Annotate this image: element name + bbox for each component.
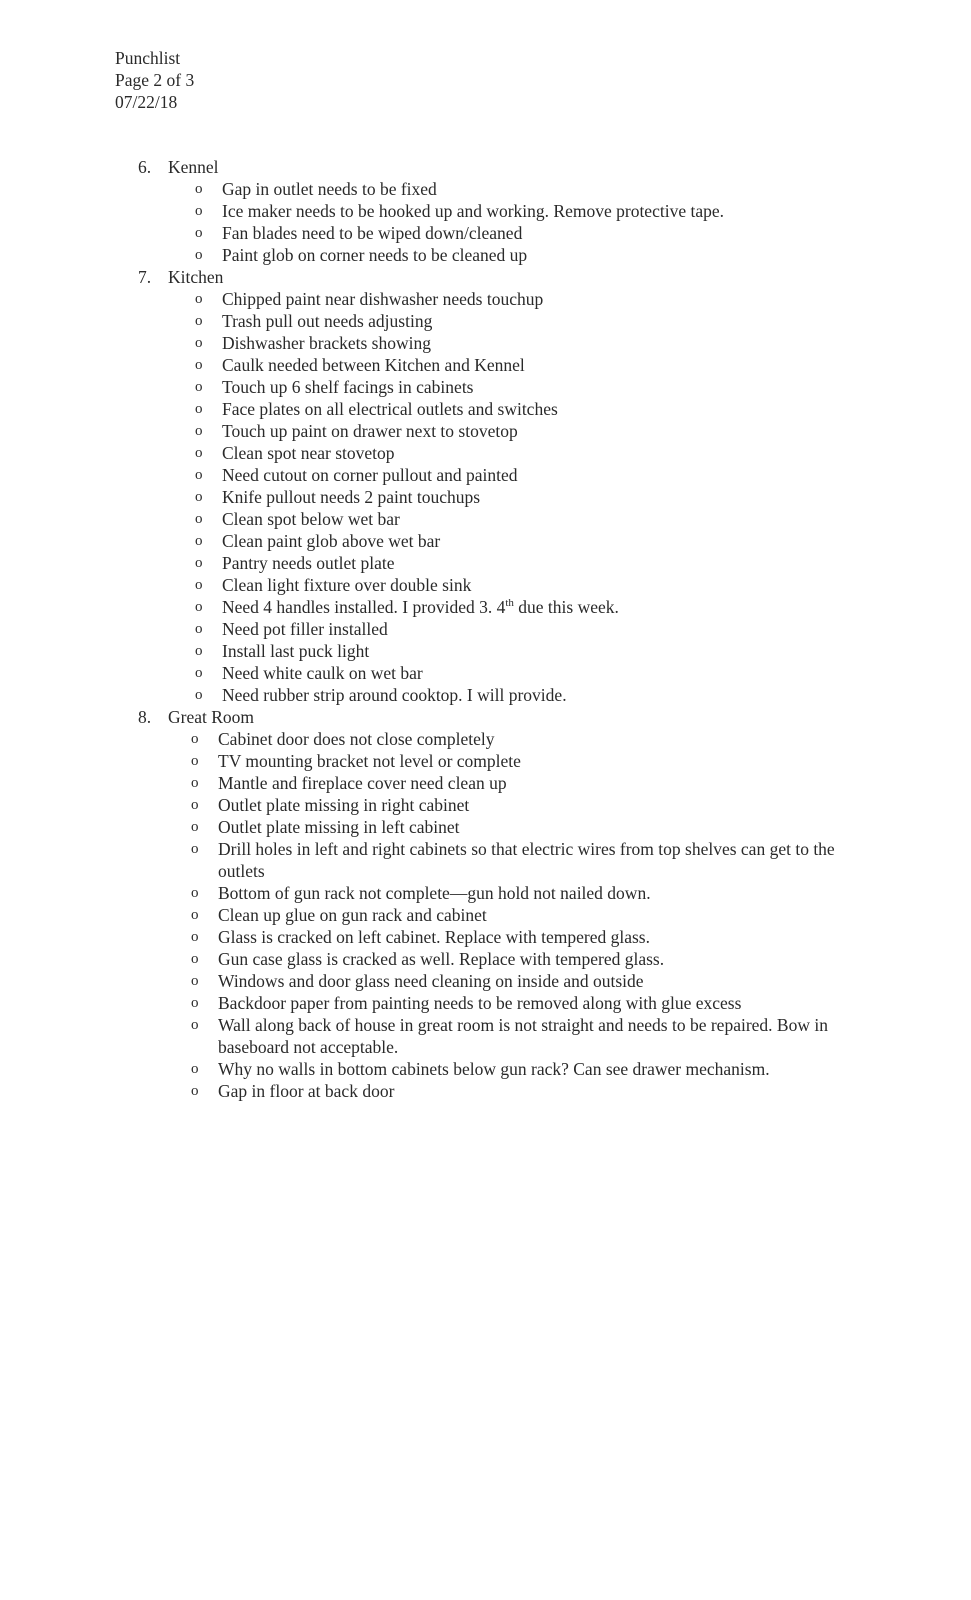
bullet-icon: o [191, 995, 199, 1011]
bullet-icon: o [195, 401, 203, 417]
punchlist-sections [138, 156, 858, 1102]
bullet-icon: o [195, 423, 203, 439]
section-heading [138, 156, 858, 178]
bullet-icon: o [195, 291, 203, 307]
list-item: o Gap in outlet needs to be fixed [195, 179, 437, 199]
list-item: o Touch up 6 shelf facings in cabinets [195, 377, 474, 397]
page-indicator: Page 2 of 3 [115, 70, 195, 90]
bullet-icon: o [191, 797, 199, 813]
list-item: o Chipped paint near dishwasher needs touchup [195, 289, 544, 309]
bullet-icon: o [195, 313, 203, 329]
list-item: o Clean spot near stovetop [195, 443, 395, 463]
bullet-icon: o [191, 907, 199, 923]
bullet-icon: o [195, 511, 203, 527]
list-item: o Dishwasher brackets showing [195, 333, 431, 353]
list-item: o Need pot filler installed [195, 619, 388, 639]
bullet-icon: o [191, 973, 199, 989]
bullet-icon: o [195, 357, 203, 373]
bullet-icon: o [195, 247, 203, 263]
section-title: Great Room [168, 707, 255, 727]
list-item: o Knife pullout needs 2 paint touchups [195, 487, 481, 507]
bullet-icon: o [195, 643, 203, 659]
list-item: o Need 4 handles installed. I provided 3. 4th due this week. [195, 597, 619, 617]
bullet-icon: o [195, 577, 203, 593]
bullet-icon: o [191, 1061, 199, 1077]
list-item: o Windows and door glass need cleaning on inside and outside [191, 971, 644, 991]
list-item: o Caulk needed between Kitchen and Kennel [195, 355, 525, 375]
list-item: o TV mounting bracket not level or complete [191, 751, 521, 771]
bullet-icon: o [195, 225, 203, 241]
bullet-icon: o [195, 335, 203, 351]
list-item: o Wall along back of house in great room is not straight and needs to be repaired. Bow in baseboard not acceptable. [191, 1015, 828, 1057]
section-number: 7. [138, 267, 152, 287]
bullet-icon: o [191, 929, 199, 945]
section-heading [138, 266, 858, 288]
list-item: o Cabinet door does not close completely [191, 729, 495, 749]
bullet-icon: o [195, 687, 203, 703]
item-list [138, 178, 858, 266]
bullet-icon: o [195, 533, 203, 549]
list-item: o Backdoor paper from painting needs to be removed along with glue excess [191, 993, 742, 1013]
section-number: 6. [138, 157, 152, 177]
bullet-icon: o [191, 753, 199, 769]
list-item: o Touch up paint on drawer next to stovetop [195, 421, 518, 441]
list-item: o Clean up glue on gun rack and cabinet [191, 905, 487, 925]
section-great-room [138, 706, 858, 1102]
bullet-icon: o [195, 203, 203, 219]
bullet-icon: o [191, 1017, 199, 1033]
bullet-icon: o [191, 841, 199, 857]
list-item: o Why no walls in bottom cabinets below gun rack? Can see drawer mechanism. [191, 1059, 770, 1079]
list-item: o Ice maker needs to be hooked up and working. Remove protective tape. [195, 201, 724, 221]
list-item: o Need rubber strip around cooktop. I will provide. [195, 685, 567, 705]
bullet-icon: o [195, 181, 203, 197]
section-kitchen [138, 266, 858, 706]
bullet-icon: o [191, 731, 199, 747]
list-item: o Trash pull out needs adjusting [195, 311, 433, 331]
bullet-icon: o [191, 1083, 199, 1099]
list-item: o Gap in floor at back door [191, 1081, 395, 1101]
bullet-icon: o [195, 467, 203, 483]
bullet-icon: o [191, 885, 199, 901]
list-item: o Pantry needs outlet plate [195, 553, 395, 573]
section-heading [138, 706, 858, 728]
bullet-icon: o [191, 775, 199, 791]
bullet-icon: o [195, 665, 203, 681]
list-item: o Mantle and fireplace cover need clean up [191, 773, 507, 793]
list-item: o Gun case glass is cracked as well. Replace with tempered glass. [191, 949, 665, 969]
section-number: 8. [138, 707, 152, 727]
list-item: o Outlet plate missing in left cabinet [191, 817, 460, 837]
list-item: o Outlet plate missing in right cabinet [191, 795, 470, 815]
bullet-icon: o [195, 489, 203, 505]
bullet-icon: o [191, 951, 199, 967]
bullet-icon: o [191, 819, 199, 835]
list-item: o Clean paint glob above wet bar [195, 531, 441, 551]
section-title: Kennel [168, 157, 219, 177]
bullet-icon: o [195, 621, 203, 637]
bullet-icon: o [195, 555, 203, 571]
list-item: o Install last puck light [195, 641, 370, 661]
item-list [138, 288, 858, 706]
document-header [115, 47, 194, 113]
item-list [138, 728, 858, 1102]
bullet-icon: o [195, 599, 203, 615]
document-date: 07/22/18 [115, 92, 178, 112]
list-item: o Need white caulk on wet bar [195, 663, 423, 683]
section-kennel [138, 156, 858, 266]
list-item: o Face plates on all electrical outlets and switches [195, 399, 558, 419]
list-item: o Fan blades need to be wiped down/cleaned [195, 223, 523, 243]
list-item: o Clean spot below wet bar [195, 509, 400, 529]
list-item: o Clean light fixture over double sink [195, 575, 472, 595]
list-item: o Drill holes in left and right cabinets so that electric wires from top shelves can get to the outlets [191, 839, 835, 881]
list-item: o Need cutout on corner pullout and painted [195, 465, 518, 485]
document-title: Punchlist [115, 48, 181, 68]
section-title: Kitchen [168, 267, 224, 287]
item-suffix: due this week. [513, 597, 619, 617]
ordinal-superscript: th [505, 597, 514, 610]
bullet-icon: o [195, 445, 203, 461]
bullet-icon: o [195, 379, 203, 395]
list-item: o Paint glob on corner needs to be cleaned up [195, 245, 528, 265]
list-item: o Glass is cracked on left cabinet. Replace with tempered glass. [191, 927, 650, 947]
list-item: o Bottom of gun rack not complete—gun hold not nailed down. [191, 883, 651, 903]
